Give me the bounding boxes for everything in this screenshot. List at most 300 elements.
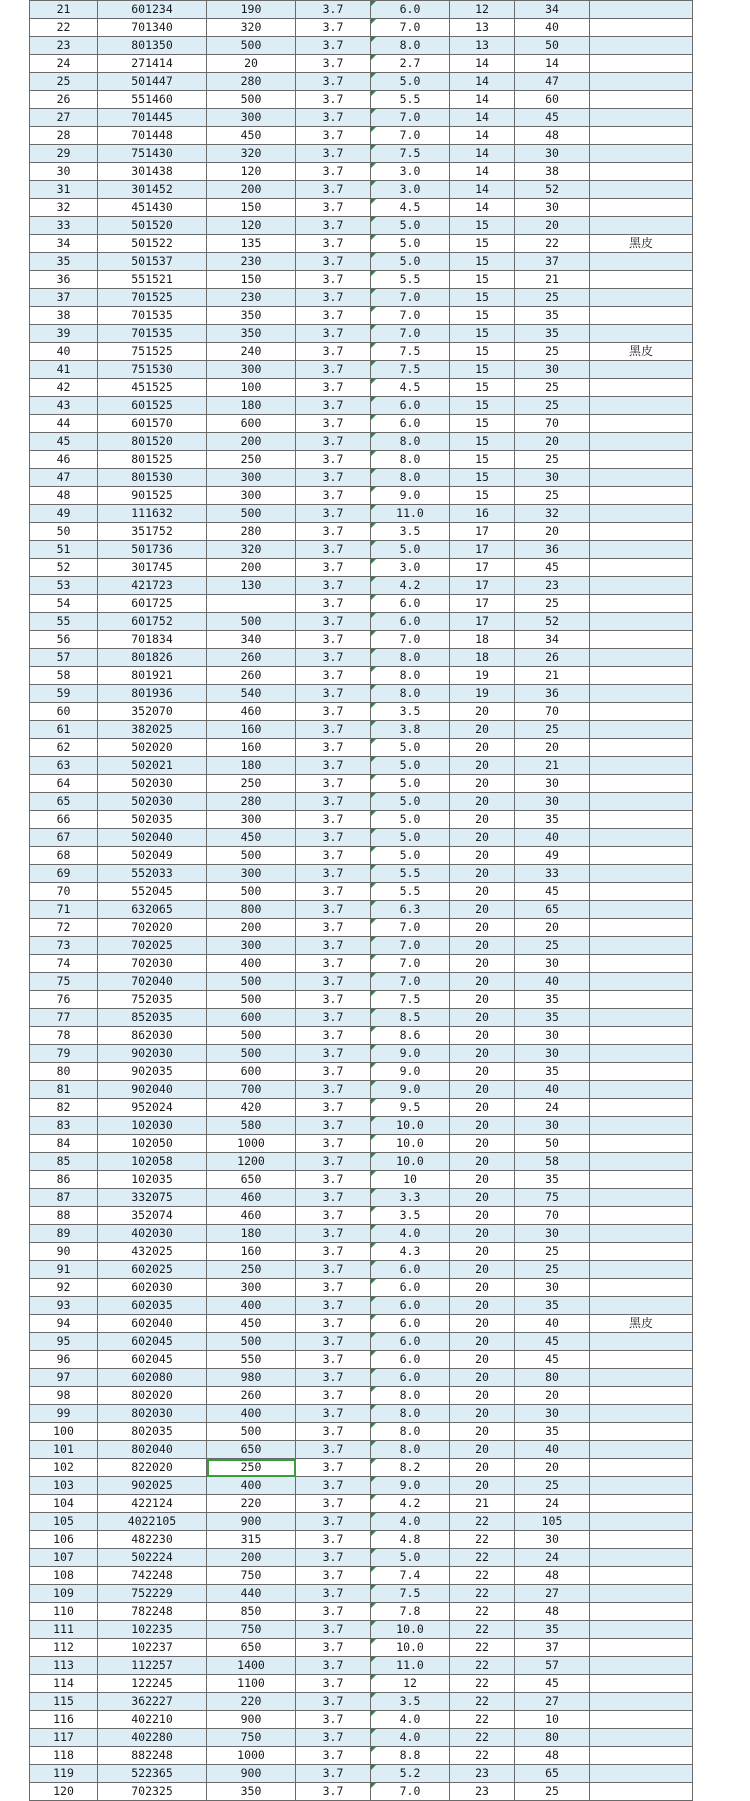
capacity-cell[interactable]: 220	[207, 1693, 296, 1711]
note-cell[interactable]	[590, 1207, 693, 1225]
width-cell[interactable]: 20	[450, 1063, 515, 1081]
capacity-cell[interactable]: 460	[207, 1189, 296, 1207]
thickness-cell[interactable]: 8.0	[371, 1405, 450, 1423]
model-cell[interactable]: 602035	[98, 1297, 207, 1315]
row-number-cell[interactable]: 55	[30, 613, 98, 631]
voltage-cell[interactable]: 3.7	[296, 973, 371, 991]
capacity-cell[interactable]: 260	[207, 649, 296, 667]
voltage-cell[interactable]: 3.7	[296, 37, 371, 55]
model-cell[interactable]: 502021	[98, 757, 207, 775]
voltage-cell[interactable]: 3.7	[296, 379, 371, 397]
note-cell[interactable]	[590, 1297, 693, 1315]
model-cell[interactable]: 501522	[98, 235, 207, 253]
voltage-cell[interactable]: 3.7	[296, 919, 371, 937]
voltage-cell[interactable]: 3.7	[296, 1567, 371, 1585]
length-cell[interactable]: 25	[515, 343, 590, 361]
voltage-cell[interactable]: 3.7	[296, 1441, 371, 1459]
thickness-cell[interactable]: 7.0	[371, 973, 450, 991]
voltage-cell[interactable]: 3.7	[296, 1243, 371, 1261]
capacity-cell[interactable]: 500	[207, 613, 296, 631]
note-cell[interactable]	[590, 505, 693, 523]
voltage-cell[interactable]: 3.7	[296, 595, 371, 613]
note-cell[interactable]	[590, 217, 693, 235]
capacity-cell[interactable]: 460	[207, 703, 296, 721]
model-cell[interactable]: 332075	[98, 1189, 207, 1207]
voltage-cell[interactable]: 3.7	[296, 1351, 371, 1369]
model-cell[interactable]: 102030	[98, 1117, 207, 1135]
thickness-cell[interactable]: 4.8	[371, 1531, 450, 1549]
thickness-cell[interactable]: 4.5	[371, 199, 450, 217]
row-number-cell[interactable]: 29	[30, 145, 98, 163]
capacity-cell[interactable]: 260	[207, 667, 296, 685]
voltage-cell[interactable]: 3.7	[296, 91, 371, 109]
voltage-cell[interactable]: 3.7	[296, 775, 371, 793]
thickness-cell[interactable]: 7.5	[371, 145, 450, 163]
capacity-cell[interactable]: 200	[207, 181, 296, 199]
model-cell[interactable]: 882248	[98, 1747, 207, 1765]
note-cell[interactable]	[590, 1027, 693, 1045]
capacity-cell[interactable]: 350	[207, 1783, 296, 1801]
capacity-cell[interactable]: 315	[207, 1531, 296, 1549]
row-number-cell[interactable]: 80	[30, 1063, 98, 1081]
length-cell[interactable]: 21	[515, 667, 590, 685]
voltage-cell[interactable]: 3.7	[296, 1027, 371, 1045]
voltage-cell[interactable]: 3.7	[296, 1369, 371, 1387]
voltage-cell[interactable]: 3.7	[296, 1747, 371, 1765]
width-cell[interactable]: 22	[450, 1621, 515, 1639]
voltage-cell[interactable]: 3.7	[296, 1513, 371, 1531]
length-cell[interactable]: 35	[515, 307, 590, 325]
width-cell[interactable]: 15	[450, 253, 515, 271]
width-cell[interactable]: 14	[450, 55, 515, 73]
row-number-cell[interactable]: 75	[30, 973, 98, 991]
note-cell[interactable]	[590, 1225, 693, 1243]
thickness-cell[interactable]: 3.0	[371, 559, 450, 577]
model-cell[interactable]: 501520	[98, 217, 207, 235]
length-cell[interactable]: 48	[515, 1603, 590, 1621]
voltage-cell[interactable]: 3.7	[296, 1621, 371, 1639]
row-number-cell[interactable]: 102	[30, 1459, 98, 1477]
model-cell[interactable]: 502040	[98, 829, 207, 847]
length-cell[interactable]: 30	[515, 1045, 590, 1063]
model-cell[interactable]: 902025	[98, 1477, 207, 1495]
voltage-cell[interactable]: 3.7	[296, 1117, 371, 1135]
length-cell[interactable]: 20	[515, 739, 590, 757]
width-cell[interactable]: 15	[450, 415, 515, 433]
model-cell[interactable]: 701340	[98, 19, 207, 37]
note-cell[interactable]	[590, 433, 693, 451]
note-cell[interactable]	[590, 1657, 693, 1675]
length-cell[interactable]: 35	[515, 1063, 590, 1081]
voltage-cell[interactable]: 3.7	[296, 865, 371, 883]
note-cell[interactable]	[590, 1675, 693, 1693]
model-cell[interactable]: 802030	[98, 1405, 207, 1423]
row-number-cell[interactable]: 91	[30, 1261, 98, 1279]
capacity-cell[interactable]: 500	[207, 37, 296, 55]
width-cell[interactable]: 22	[450, 1675, 515, 1693]
model-cell[interactable]: 102058	[98, 1153, 207, 1171]
voltage-cell[interactable]: 3.7	[296, 505, 371, 523]
capacity-cell[interactable]: 550	[207, 1351, 296, 1369]
row-number-cell[interactable]: 37	[30, 289, 98, 307]
capacity-cell[interactable]: 700	[207, 1081, 296, 1099]
model-cell[interactable]: 902035	[98, 1063, 207, 1081]
model-cell[interactable]: 602025	[98, 1261, 207, 1279]
capacity-cell[interactable]: 1000	[207, 1135, 296, 1153]
thickness-cell[interactable]: 3.5	[371, 703, 450, 721]
thickness-cell[interactable]: 3.0	[371, 181, 450, 199]
length-cell[interactable]: 25	[515, 721, 590, 739]
voltage-cell[interactable]: 3.7	[296, 937, 371, 955]
row-number-cell[interactable]: 95	[30, 1333, 98, 1351]
thickness-cell[interactable]: 4.2	[371, 577, 450, 595]
width-cell[interactable]: 17	[450, 577, 515, 595]
length-cell[interactable]: 37	[515, 253, 590, 271]
model-cell[interactable]: 952024	[98, 1099, 207, 1117]
width-cell[interactable]: 12	[450, 1, 515, 19]
voltage-cell[interactable]: 3.7	[296, 1207, 371, 1225]
width-cell[interactable]: 15	[450, 469, 515, 487]
thickness-cell[interactable]: 8.0	[371, 1423, 450, 1441]
capacity-cell[interactable]: 420	[207, 1099, 296, 1117]
length-cell[interactable]: 45	[515, 1351, 590, 1369]
length-cell[interactable]: 40	[515, 19, 590, 37]
note-cell[interactable]	[590, 1117, 693, 1135]
capacity-cell[interactable]: 180	[207, 1225, 296, 1243]
model-cell[interactable]: 702040	[98, 973, 207, 991]
note-cell[interactable]	[590, 595, 693, 613]
capacity-cell[interactable]: 280	[207, 73, 296, 91]
length-cell[interactable]: 35	[515, 1297, 590, 1315]
thickness-cell[interactable]: 7.5	[371, 1585, 450, 1603]
model-cell[interactable]: 701445	[98, 109, 207, 127]
capacity-cell[interactable]: 850	[207, 1603, 296, 1621]
row-number-cell[interactable]: 89	[30, 1225, 98, 1243]
width-cell[interactable]: 22	[450, 1747, 515, 1765]
row-number-cell[interactable]: 76	[30, 991, 98, 1009]
thickness-cell[interactable]: 5.0	[371, 811, 450, 829]
model-cell[interactable]: 551521	[98, 271, 207, 289]
voltage-cell[interactable]: 3.7	[296, 1333, 371, 1351]
row-number-cell[interactable]: 84	[30, 1135, 98, 1153]
model-cell[interactable]: 702025	[98, 937, 207, 955]
thickness-cell[interactable]: 5.0	[371, 217, 450, 235]
length-cell[interactable]: 25	[515, 937, 590, 955]
row-number-cell[interactable]: 81	[30, 1081, 98, 1099]
note-cell[interactable]	[590, 361, 693, 379]
note-cell[interactable]	[590, 1351, 693, 1369]
voltage-cell[interactable]: 3.7	[296, 1495, 371, 1513]
capacity-cell[interactable]: 220	[207, 1495, 296, 1513]
width-cell[interactable]: 15	[450, 217, 515, 235]
capacity-cell[interactable]: 500	[207, 1333, 296, 1351]
width-cell[interactable]: 14	[450, 73, 515, 91]
voltage-cell[interactable]: 3.7	[296, 1315, 371, 1333]
capacity-cell[interactable]: 180	[207, 757, 296, 775]
note-cell[interactable]: 黑皮	[590, 343, 693, 361]
row-number-cell[interactable]: 66	[30, 811, 98, 829]
width-cell[interactable]: 23	[450, 1783, 515, 1801]
length-cell[interactable]: 47	[515, 73, 590, 91]
capacity-cell[interactable]: 160	[207, 721, 296, 739]
note-cell[interactable]	[590, 721, 693, 739]
width-cell[interactable]: 22	[450, 1567, 515, 1585]
thickness-cell[interactable]: 5.5	[371, 883, 450, 901]
model-cell[interactable]: 432025	[98, 1243, 207, 1261]
width-cell[interactable]: 14	[450, 145, 515, 163]
capacity-cell[interactable]: 400	[207, 955, 296, 973]
model-cell[interactable]: 402210	[98, 1711, 207, 1729]
model-cell[interactable]: 752035	[98, 991, 207, 1009]
voltage-cell[interactable]: 3.7	[296, 703, 371, 721]
width-cell[interactable]: 15	[450, 379, 515, 397]
model-cell[interactable]: 901525	[98, 487, 207, 505]
model-cell[interactable]: 502224	[98, 1549, 207, 1567]
row-number-cell[interactable]: 97	[30, 1369, 98, 1387]
width-cell[interactable]: 20	[450, 1333, 515, 1351]
row-number-cell[interactable]: 96	[30, 1351, 98, 1369]
voltage-cell[interactable]: 3.7	[296, 523, 371, 541]
voltage-cell[interactable]: 3.7	[296, 1531, 371, 1549]
note-cell[interactable]	[590, 973, 693, 991]
model-cell[interactable]: 601570	[98, 415, 207, 433]
capacity-cell[interactable]: 1000	[207, 1747, 296, 1765]
capacity-cell[interactable]: 440	[207, 1585, 296, 1603]
row-number-cell[interactable]: 104	[30, 1495, 98, 1513]
width-cell[interactable]: 22	[450, 1711, 515, 1729]
thickness-cell[interactable]: 9.0	[371, 1063, 450, 1081]
voltage-cell[interactable]: 3.7	[296, 955, 371, 973]
thickness-cell[interactable]: 9.0	[371, 1477, 450, 1495]
capacity-cell[interactable]: 580	[207, 1117, 296, 1135]
length-cell[interactable]: 105	[515, 1513, 590, 1531]
voltage-cell[interactable]: 3.7	[296, 757, 371, 775]
row-number-cell[interactable]: 58	[30, 667, 98, 685]
voltage-cell[interactable]: 3.7	[296, 235, 371, 253]
width-cell[interactable]: 20	[450, 1045, 515, 1063]
length-cell[interactable]: 40	[515, 1081, 590, 1099]
voltage-cell[interactable]: 3.7	[296, 1225, 371, 1243]
note-cell[interactable]	[590, 1, 693, 19]
voltage-cell[interactable]: 3.7	[296, 451, 371, 469]
thickness-cell[interactable]: 10.0	[371, 1117, 450, 1135]
row-number-cell[interactable]: 100	[30, 1423, 98, 1441]
voltage-cell[interactable]: 3.7	[296, 361, 371, 379]
model-cell[interactable]: 701834	[98, 631, 207, 649]
length-cell[interactable]: 60	[515, 91, 590, 109]
length-cell[interactable]: 40	[515, 1315, 590, 1333]
thickness-cell[interactable]: 3.0	[371, 163, 450, 181]
voltage-cell[interactable]: 3.7	[296, 433, 371, 451]
length-cell[interactable]: 14	[515, 55, 590, 73]
model-cell[interactable]: 801530	[98, 469, 207, 487]
thickness-cell[interactable]: 5.0	[371, 541, 450, 559]
note-cell[interactable]	[590, 397, 693, 415]
voltage-cell[interactable]: 3.7	[296, 901, 371, 919]
note-cell[interactable]	[590, 451, 693, 469]
row-number-cell[interactable]: 63	[30, 757, 98, 775]
model-cell[interactable]: 852035	[98, 1009, 207, 1027]
row-number-cell[interactable]: 88	[30, 1207, 98, 1225]
row-number-cell[interactable]: 21	[30, 1, 98, 19]
thickness-cell[interactable]: 4.0	[371, 1513, 450, 1531]
row-number-cell[interactable]: 44	[30, 415, 98, 433]
row-number-cell[interactable]: 26	[30, 91, 98, 109]
length-cell[interactable]: 20	[515, 1387, 590, 1405]
voltage-cell[interactable]: 3.7	[296, 1063, 371, 1081]
length-cell[interactable]: 80	[515, 1369, 590, 1387]
thickness-cell[interactable]: 8.0	[371, 649, 450, 667]
voltage-cell[interactable]: 3.7	[296, 1711, 371, 1729]
thickness-cell[interactable]: 12	[371, 1675, 450, 1693]
width-cell[interactable]: 22	[450, 1657, 515, 1675]
capacity-cell[interactable]: 980	[207, 1369, 296, 1387]
width-cell[interactable]: 20	[450, 919, 515, 937]
voltage-cell[interactable]: 3.7	[296, 397, 371, 415]
capacity-cell[interactable]: 200	[207, 559, 296, 577]
note-cell[interactable]	[590, 919, 693, 937]
width-cell[interactable]: 22	[450, 1531, 515, 1549]
capacity-cell[interactable]: 280	[207, 793, 296, 811]
row-number-cell[interactable]: 33	[30, 217, 98, 235]
note-cell[interactable]	[590, 847, 693, 865]
thickness-cell[interactable]: 7.0	[371, 289, 450, 307]
width-cell[interactable]: 20	[450, 1009, 515, 1027]
thickness-cell[interactable]: 8.0	[371, 433, 450, 451]
width-cell[interactable]: 20	[450, 1153, 515, 1171]
capacity-cell[interactable]: 540	[207, 685, 296, 703]
model-cell[interactable]: 402030	[98, 1225, 207, 1243]
capacity-cell[interactable]: 300	[207, 865, 296, 883]
note-cell[interactable]	[590, 1261, 693, 1279]
note-cell[interactable]	[590, 811, 693, 829]
model-cell[interactable]: 382025	[98, 721, 207, 739]
voltage-cell[interactable]: 3.7	[296, 55, 371, 73]
model-cell[interactable]: 102050	[98, 1135, 207, 1153]
capacity-cell[interactable]: 450	[207, 829, 296, 847]
row-number-cell[interactable]: 28	[30, 127, 98, 145]
thickness-cell[interactable]: 5.5	[371, 91, 450, 109]
width-cell[interactable]: 20	[450, 1279, 515, 1297]
length-cell[interactable]: 23	[515, 577, 590, 595]
thickness-cell[interactable]: 5.0	[371, 775, 450, 793]
model-cell[interactable]: 801936	[98, 685, 207, 703]
length-cell[interactable]: 10	[515, 1711, 590, 1729]
length-cell[interactable]: 34	[515, 631, 590, 649]
row-number-cell[interactable]: 94	[30, 1315, 98, 1333]
capacity-cell[interactable]: 160	[207, 739, 296, 757]
thickness-cell[interactable]: 8.6	[371, 1027, 450, 1045]
thickness-cell[interactable]: 4.0	[371, 1225, 450, 1243]
capacity-cell[interactable]: 750	[207, 1729, 296, 1747]
capacity-cell[interactable]: 500	[207, 505, 296, 523]
length-cell[interactable]: 52	[515, 181, 590, 199]
capacity-cell[interactable]: 500	[207, 1423, 296, 1441]
voltage-cell[interactable]: 3.7	[296, 1405, 371, 1423]
thickness-cell[interactable]: 5.0	[371, 847, 450, 865]
thickness-cell[interactable]: 4.5	[371, 379, 450, 397]
model-cell[interactable]: 802020	[98, 1387, 207, 1405]
width-cell[interactable]: 14	[450, 91, 515, 109]
thickness-cell[interactable]: 7.0	[371, 1783, 450, 1801]
thickness-cell[interactable]: 3.3	[371, 1189, 450, 1207]
length-cell[interactable]: 24	[515, 1495, 590, 1513]
row-number-cell[interactable]: 62	[30, 739, 98, 757]
length-cell[interactable]: 80	[515, 1729, 590, 1747]
model-cell[interactable]: 502049	[98, 847, 207, 865]
capacity-cell[interactable]: 750	[207, 1567, 296, 1585]
note-cell[interactable]	[590, 73, 693, 91]
row-number-cell[interactable]: 111	[30, 1621, 98, 1639]
capacity-cell[interactable]: 300	[207, 811, 296, 829]
note-cell[interactable]	[590, 1603, 693, 1621]
length-cell[interactable]: 57	[515, 1657, 590, 1675]
model-cell[interactable]: 352074	[98, 1207, 207, 1225]
width-cell[interactable]: 20	[450, 721, 515, 739]
note-cell[interactable]	[590, 613, 693, 631]
length-cell[interactable]: 20	[515, 523, 590, 541]
capacity-cell[interactable]: 500	[207, 847, 296, 865]
model-cell[interactable]: 802035	[98, 1423, 207, 1441]
capacity-cell[interactable]: 130	[207, 577, 296, 595]
thickness-cell[interactable]: 9.5	[371, 1099, 450, 1117]
voltage-cell[interactable]: 3.7	[296, 721, 371, 739]
note-cell[interactable]	[590, 163, 693, 181]
width-cell[interactable]: 22	[450, 1549, 515, 1567]
voltage-cell[interactable]: 3.7	[296, 181, 371, 199]
row-number-cell[interactable]: 30	[30, 163, 98, 181]
note-cell[interactable]	[590, 1243, 693, 1261]
row-number-cell[interactable]: 67	[30, 829, 98, 847]
model-cell[interactable]: 501537	[98, 253, 207, 271]
row-number-cell[interactable]: 92	[30, 1279, 98, 1297]
capacity-cell[interactable]: 20	[207, 55, 296, 73]
row-number-cell[interactable]: 90	[30, 1243, 98, 1261]
row-number-cell[interactable]: 79	[30, 1045, 98, 1063]
thickness-cell[interactable]: 6.0	[371, 415, 450, 433]
length-cell[interactable]: 35	[515, 811, 590, 829]
thickness-cell[interactable]: 6.0	[371, 1369, 450, 1387]
thickness-cell[interactable]: 9.0	[371, 1081, 450, 1099]
note-cell[interactable]	[590, 631, 693, 649]
model-cell[interactable]: 701525	[98, 289, 207, 307]
voltage-cell[interactable]: 3.7	[296, 1189, 371, 1207]
capacity-cell[interactable]: 1100	[207, 1675, 296, 1693]
row-number-cell[interactable]: 32	[30, 199, 98, 217]
width-cell[interactable]: 20	[450, 1243, 515, 1261]
capacity-cell[interactable]: 135	[207, 235, 296, 253]
row-number-cell[interactable]: 56	[30, 631, 98, 649]
model-cell[interactable]: 122245	[98, 1675, 207, 1693]
thickness-cell[interactable]: 5.0	[371, 235, 450, 253]
row-number-cell[interactable]: 64	[30, 775, 98, 793]
model-cell[interactable]: 751530	[98, 361, 207, 379]
length-cell[interactable]: 37	[515, 1639, 590, 1657]
capacity-cell[interactable]: 400	[207, 1297, 296, 1315]
width-cell[interactable]: 15	[450, 451, 515, 469]
thickness-cell[interactable]: 8.0	[371, 451, 450, 469]
capacity-cell[interactable]: 190	[207, 1, 296, 19]
note-cell[interactable]	[590, 1387, 693, 1405]
note-cell[interactable]	[590, 1711, 693, 1729]
voltage-cell[interactable]: 3.7	[296, 1423, 371, 1441]
model-cell[interactable]: 602040	[98, 1315, 207, 1333]
width-cell[interactable]: 22	[450, 1729, 515, 1747]
length-cell[interactable]: 25	[515, 595, 590, 613]
capacity-cell[interactable]: 240	[207, 343, 296, 361]
row-number-cell[interactable]: 60	[30, 703, 98, 721]
length-cell[interactable]: 50	[515, 1135, 590, 1153]
